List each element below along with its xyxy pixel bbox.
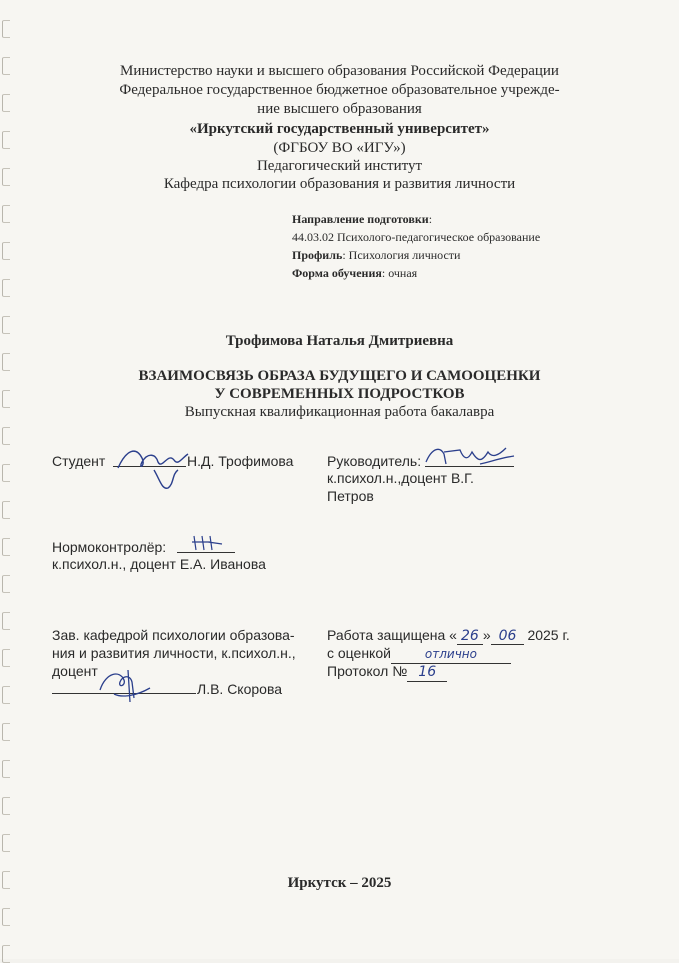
fgbou-line-1: Федеральное государственное бюджетное образовательное учрежде- bbox=[119, 82, 560, 98]
institute-name: Педагогический институт bbox=[256, 158, 423, 174]
grade-value: отлично bbox=[391, 645, 511, 664]
binding-mark bbox=[2, 205, 10, 223]
binding-mark bbox=[2, 760, 10, 778]
defense-day: 26 bbox=[457, 628, 483, 645]
direction-label: Направление подготовки bbox=[292, 212, 429, 226]
defense-prefix: Работа защищена « bbox=[327, 627, 457, 643]
student-name: Н.Д. Трофимова bbox=[187, 453, 294, 469]
defense-year: 2025 г. bbox=[527, 627, 570, 643]
head-line-3: доцент bbox=[52, 663, 98, 679]
supervisor-degree: к.психол.н.,доцент В.Г. bbox=[327, 470, 474, 486]
student-signature-icon bbox=[112, 440, 194, 494]
supervisor-label: Руководитель: bbox=[327, 453, 422, 469]
binding-mark bbox=[2, 20, 10, 38]
head-line-1: Зав. кафедрой психологии образова- bbox=[52, 627, 295, 643]
head-name: Л.В. Скорова bbox=[197, 681, 283, 697]
form-value: очная bbox=[388, 266, 418, 280]
grade-row bbox=[327, 644, 511, 664]
binding-mark bbox=[2, 945, 10, 963]
binding-mark bbox=[2, 612, 10, 630]
normcontrol-label: Нормоконтролёр: bbox=[52, 539, 167, 555]
binding-mark bbox=[2, 279, 10, 297]
normcontrol-person: к.психол.н., доцент Е.А. Иванова bbox=[52, 556, 266, 572]
form-label: Форма обучения bbox=[292, 266, 382, 280]
author-name: Трофимова Наталья Дмитриевна bbox=[225, 333, 454, 349]
university-abbrev: (ФГБОУ ВО «ИГУ») bbox=[273, 140, 406, 156]
profile-value: Психология личности bbox=[348, 248, 461, 262]
thesis-title-line-2: У СОВРЕМЕННЫХ ПОДРОСТКОВ bbox=[214, 386, 465, 402]
defense-date-row bbox=[327, 626, 570, 645]
binding-mark bbox=[2, 575, 10, 593]
work-type: Выпускная квалификационная работа бакалавра bbox=[184, 404, 495, 420]
binding-mark bbox=[2, 723, 10, 741]
fgbou-line-2: ние высшего образования bbox=[257, 101, 422, 117]
binding-mark bbox=[2, 316, 10, 334]
department-name: Кафедра психологии образования и развития личности bbox=[163, 176, 516, 192]
profile-label: Профиль bbox=[292, 248, 343, 262]
ministry-line: Министерство науки и высшего образования Российской Федерации bbox=[120, 63, 559, 79]
binding-mark bbox=[2, 797, 10, 815]
head-line-2: ния и развития личности, к.психол.н., bbox=[52, 645, 296, 661]
defense-month: 06 bbox=[491, 628, 525, 645]
direction-row: Направление подготовки: bbox=[292, 212, 433, 226]
binding-mark bbox=[2, 427, 10, 445]
defense-mid: » bbox=[482, 627, 491, 643]
binding-mark bbox=[2, 649, 10, 667]
head-signature-icon bbox=[90, 664, 160, 708]
university-name: «Иркутский государственный университет» bbox=[189, 121, 490, 137]
binding-mark bbox=[2, 464, 10, 482]
grade-label: с оценкой bbox=[327, 645, 391, 661]
protocol-label: Протокол № bbox=[327, 663, 408, 679]
binding-mark bbox=[2, 538, 10, 556]
normcontrol-signature-icon bbox=[190, 532, 226, 554]
binding-mark bbox=[2, 242, 10, 260]
thesis-title-line-1: ВЗАИМОСВЯЗЬ ОБРАЗА БУДУЩЕГО И САМООЦЕНКИ bbox=[138, 368, 541, 384]
binding-mark bbox=[2, 686, 10, 704]
binding-mark bbox=[2, 501, 10, 519]
direction-value: 44.03.02 Психолого-педагогическое образование bbox=[292, 230, 541, 244]
profile-row: Профиль: Психология личности bbox=[292, 248, 461, 262]
binding-mark bbox=[2, 834, 10, 852]
form-row: Форма обучения: очная bbox=[292, 266, 418, 280]
supervisor-surname: Петров bbox=[327, 488, 374, 504]
city-year: Иркутск – 2025 bbox=[287, 875, 392, 891]
binding-mark bbox=[2, 908, 10, 926]
protocol-number: 16 bbox=[407, 663, 447, 682]
protocol-row bbox=[327, 662, 447, 682]
program-block bbox=[292, 210, 672, 282]
student-label: Студент bbox=[52, 453, 106, 469]
